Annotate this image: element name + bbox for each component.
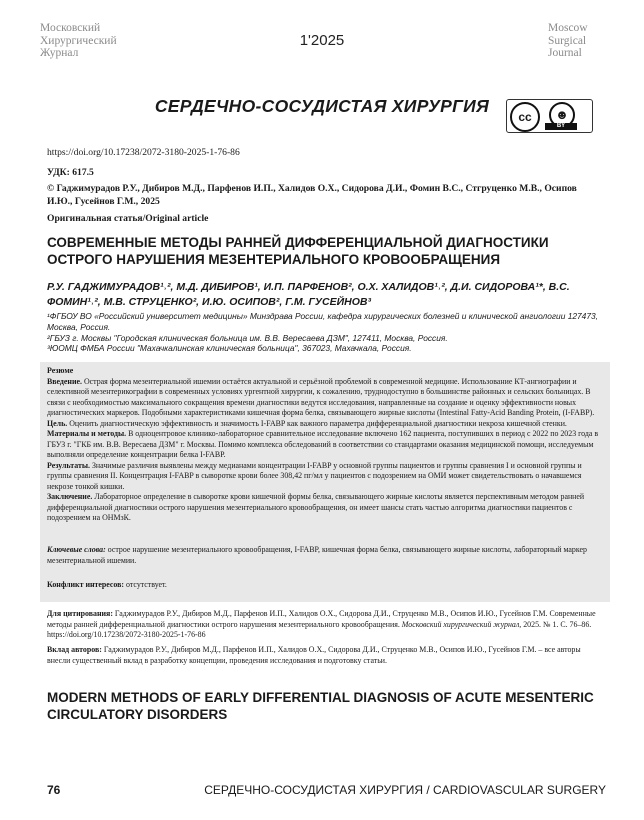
conflict-text: отсутствует.	[124, 580, 167, 589]
contrib-text: Гаджимурадов Р.У., Дибиров М.Д., Парфенов И.П., Халидов О.Х., Сидорова Д.И., Струценко М.В., Осипов И.Ю., Гусейнов Г.М. – все авторы внесли существенный вклад в разработку концепции, проведения исследования и подготовку статьи.	[47, 645, 581, 665]
aim-label: Цель.	[47, 418, 68, 428]
author-list: Р.У. ГАДЖИМУРАДОВ¹˒², М.Д. ДИБИРОВ¹, И.П. ПАРФЕНОВ², О.Х. ХАЛИДОВ¹˒², Д.И. СИДОРОВА¹*, В.С. ФОМИН¹˒², М.В. СТРУЦЕНКО², И.Ю. ОСИПОВ², Г.М. ГУСЕЙНОВ³	[47, 281, 570, 308]
conflict-of-interest	[47, 580, 605, 591]
citation-text: Гаджимурадов Р.У., Дибиров М.Д., Парфенов И.П., Халидов О.Х., Сидорова Д.И., Струценко М.В., Осипов И.Ю., Гусейнов Г.М. Современные методы ранней дифференциальной диагностики острого нарушения мезентериального кровообращения.	[47, 609, 596, 629]
udk-code: УДК: 617.5	[47, 167, 94, 178]
issue-number: 1'2025	[299, 32, 345, 49]
page-number: 76	[47, 783, 61, 797]
logo-ru-line-2: Хирургический	[40, 34, 117, 47]
affiliation-1: ¹ФГБОУ ВО «Российский университет медицины» Минздрава России, кафедра хирургических болезней и клинической ангиологии 127473, Москва, Россия.	[47, 311, 598, 332]
citation	[47, 609, 605, 641]
article-type: Оригинальная статья/Original article	[47, 213, 209, 224]
logo-ru-line-3: Журнал	[40, 47, 79, 59]
keywords-text: острое нарушение мезентериального кровообращения, I-FABP, кишечная форма белка, связывающего жирные кислоты, лабораторный маркер мезентериальной ишемии.	[47, 545, 587, 565]
affiliation-3: ³ЮОМЦ ФМБА России "Махачкалинская клиническая больница", 367023, Махачкала, Россия.	[47, 343, 412, 354]
abstract-intro	[47, 377, 605, 419]
intro-label: Введение.	[47, 376, 82, 386]
logo-ru-line-1: Московский	[40, 22, 101, 34]
results-text: Значимые различия выявлены между медианами концентрации I-FABP у основной группы пациентов и группы сравнения I и основной группы и группы сравнения II. Концентрация I-FABP в сыворотке крови более 308,42 пг/мл у пациентов с подозрением на ОМИ может свидетельствовать о начавшемся некрозе тонкой кишки.	[47, 460, 582, 491]
abstract-methods	[47, 429, 605, 461]
abstract-conclusion	[47, 492, 605, 524]
conclusion-text: Лабораторное определение в сыворотке крови кишечной формы белка, связывающего жирные кислоты является перспективным методом ранней дифференциальной диагностики острого нарушения мезентериального кровообращения, он имеет шансы стать частью алгоритма диагностики пациентов с подозрением на ОНМзК.	[47, 492, 585, 522]
keywords-label: Ключевые слова:	[47, 545, 106, 554]
aim-text: Оценить диагностическую эффективность и значимость I-FABP как важного параметра дифференциальной диагностики некроза кишечной стенки.	[67, 418, 567, 428]
intro-text: Острая форма мезентериальной ишемии остаётся актуальной и серьёзной проблемой в современной медицине. Использование КТ-ангиографии и селективной мезентерикографии в современных условиях ургентной хирургии, к сожалению, труднодоступно в большинстве районных и сельских больницах. В связи с необходимостью максимального сокращения времени диагностики ведутся исследования, направленные на создание и оценку эффективности новых диагностических маркеров. Подобными характеристиками кишечная форма белка, связывающего жирные кислоты (Intestinal Fatty-Acid Banding Protein, (I-FABP).	[47, 376, 595, 417]
author-contribution	[47, 645, 605, 666]
article-title-ru: СОВРЕМЕННЫЕ МЕТОДЫ РАННЕЙ ДИФФЕРЕНЦИАЛЬНОЙ ДИАГНОСТИКИ ОСТРОГО НАРУШЕНИЯ МЕЗЕНТЕРИАЛЬНОГО КРОВООБРАЩЕНИЯ	[47, 235, 549, 267]
conflict-label: Конфликт интересов:	[47, 580, 125, 589]
citation-tail: , 2025. № 1. С. 76–86. https://doi.org/10.17238/2072-3180-2025-1-76-86	[47, 619, 592, 639]
by-label: BY	[545, 123, 577, 130]
abstract-results	[47, 461, 605, 493]
results-label: Результаты.	[47, 460, 90, 470]
affiliation-2: ²ГБУЗ г. Москвы "Городская клиническая больница им. В.В. Вересаева ДЗМ", 127411, Москва, Россия.	[47, 332, 448, 343]
logo-en-line-3: Journal	[548, 47, 582, 59]
citation-journal: Московский хирургический журнал	[401, 619, 520, 629]
abstract-heading: Резюме	[47, 366, 74, 375]
article-title-en: MODERN METHODS OF EARLY DIFFERENTIAL DIAGNOSIS OF ACUTE MESENTERIC CIRCULATORY DISORDERS	[47, 690, 594, 722]
contrib-label: Вклад авторов:	[47, 645, 102, 654]
doi-link[interactable]: https://doi.org/10.17238/2072-3180-2025-1-76-86	[47, 147, 240, 158]
footer-section-title: СЕРДЕЧНО-СОСУДИСТАЯ ХИРУРГИЯ / CARDIOVASCULAR SURGERY	[204, 783, 606, 797]
abstract-aim	[47, 419, 605, 430]
logo-en-line-2: Surgical	[548, 34, 587, 47]
methods-text: В одноцентровое клинико-лабораторное сравнительное исследование включено 162 пациента, поступивших в период с 2022 по 2023 года в ГБУЗ г. "ГКБ им. В.В. Вересаева ДЗМ" г. Москвы. Помимо комплекса обследований в соответствии со стандартами оказания медицинской помощи, исследуемым выполняли определение концентрации белка I-FABP.	[47, 429, 599, 459]
section-title: СЕРДЕЧНО-СОСУДИСТАЯ ХИРУРГИЯ	[154, 96, 490, 116]
conclusion-label: Заключение.	[47, 492, 93, 501]
cc-icon: cc	[510, 102, 540, 132]
affiliations	[47, 311, 607, 354]
methods-label: Материалы и методы.	[47, 429, 127, 438]
cc-by-license-badge[interactable]	[506, 99, 593, 133]
keywords	[47, 545, 605, 566]
abstract	[47, 366, 605, 524]
logo-en-line-1: Moscow	[548, 22, 588, 34]
journal-logo-en	[548, 22, 618, 60]
copyright: © Гаджимурадов Р.У., Дибиров М.Д., Парфенов И.П., Халидов О.Х., Сидорова Д.И., Фомин В.С., Стгруценко М.В., Осипов И.Ю., Гусейнов Г.М., 2025	[47, 183, 577, 207]
citation-label: Для цитирования:	[47, 609, 113, 618]
person-icon: ☻	[549, 102, 575, 128]
